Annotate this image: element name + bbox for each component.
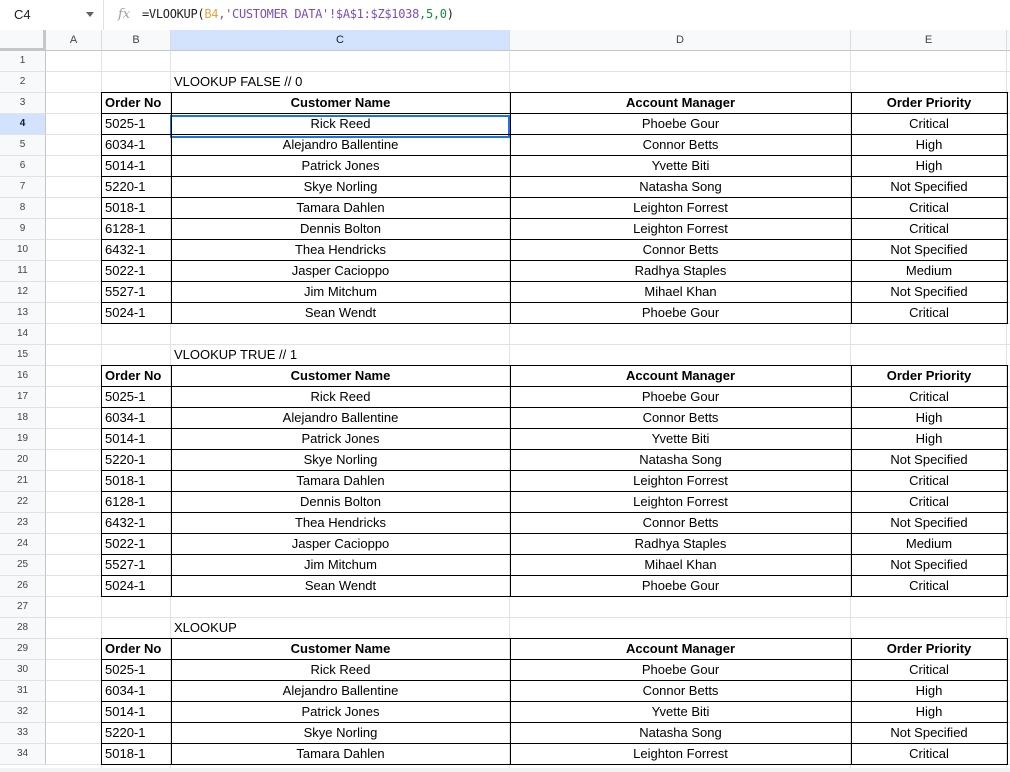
table-header-manager[interactable]: Account Manager (625, 368, 736, 383)
row-header-3[interactable]: 3 (0, 93, 46, 114)
table-cell[interactable]: 5025-1 (105, 389, 146, 404)
table-cell[interactable]: 5014-1 (105, 431, 146, 446)
table-cell[interactable]: Not Specified (890, 242, 968, 257)
row-header-29[interactable]: 29 (0, 639, 46, 660)
formula-input[interactable] (142, 7, 454, 21)
row-header-4[interactable]: 4 (0, 114, 46, 135)
table-header-priority[interactable]: Order Priority (886, 95, 972, 110)
table-row (102, 744, 1008, 765)
table-cell[interactable]: Phoebe Gour (641, 578, 720, 593)
table-cell[interactable]: Rick Reed (310, 662, 371, 677)
column-header-d[interactable]: D (510, 30, 851, 51)
table-cell[interactable]: 6128-1 (105, 221, 146, 236)
table-row (102, 660, 1008, 681)
data-table-border (101, 365, 1008, 597)
table-row (102, 303, 1008, 324)
table-row (102, 723, 1008, 744)
table-row (102, 282, 1008, 303)
row-header-10[interactable]: 10 (0, 240, 46, 261)
row-header-13[interactable]: 13 (0, 303, 46, 324)
table-cell[interactable]: Natasha Song (639, 452, 722, 467)
function-icon: fx (118, 7, 131, 22)
row-header-24[interactable]: 24 (0, 534, 46, 555)
horizontal-scrollbar[interactable] (0, 768, 1010, 772)
row-header-14[interactable]: 14 (0, 324, 46, 345)
table-cell[interactable]: Dennis Bolton (300, 494, 381, 509)
table-cell[interactable]: Critical (909, 389, 949, 404)
table-cell[interactable]: 5527-1 (105, 557, 146, 572)
table-cell[interactable]: Not Specified (890, 557, 968, 572)
sheet-row (46, 597, 1010, 618)
formula-bar (0, 0, 1010, 31)
table-col-line (171, 639, 172, 765)
formula-lookup-ref: B4 (204, 7, 219, 21)
table-cell[interactable]: Skye Norling (303, 179, 378, 194)
table-row (102, 261, 1008, 282)
table-col-line (510, 366, 511, 597)
row-header-16[interactable]: 16 (0, 366, 46, 387)
table-cell[interactable]: Thea Hendricks (294, 242, 387, 257)
table-row (102, 93, 1008, 114)
table-cell[interactable]: High (915, 410, 943, 425)
sheet-row (46, 618, 1010, 639)
table-row (102, 639, 1008, 660)
table-cell[interactable]: 5024-1 (105, 578, 146, 593)
table-cell[interactable]: Mihael Khan (644, 284, 717, 299)
table-cell[interactable]: Critical (909, 662, 949, 677)
table-cell[interactable]: Leighton Forrest (633, 221, 728, 236)
table-cell[interactable]: Leighton Forrest (633, 200, 728, 215)
section-title[interactable]: VLOOKUP FALSE // 0 (174, 74, 303, 89)
section-title[interactable]: VLOOKUP TRUE // 1 (174, 347, 298, 362)
row-header-31[interactable]: 31 (0, 681, 46, 702)
row-header-25[interactable]: 25 (0, 555, 46, 576)
cell-reference: C4 (14, 7, 31, 22)
table-cell[interactable]: Critical (909, 578, 949, 593)
table-col-line (510, 93, 511, 324)
table-cell[interactable]: Not Specified (890, 515, 968, 530)
table-row (102, 156, 1008, 177)
table-header-customer[interactable]: Customer Name (290, 95, 391, 110)
table-cell[interactable]: Natasha Song (639, 725, 722, 740)
table-cell[interactable]: High (915, 158, 943, 173)
table-row (102, 681, 1008, 702)
table-cell[interactable]: Connor Betts (642, 410, 719, 425)
table-cell[interactable]: Phoebe Gour (641, 305, 720, 320)
row-header-22[interactable]: 22 (0, 492, 46, 513)
table-cell[interactable]: Medium (905, 536, 953, 551)
table-col-line (1007, 366, 1008, 597)
row-header-20[interactable]: 20 (0, 450, 46, 471)
row-header-15[interactable]: 15 (0, 345, 46, 366)
data-table-border (101, 92, 1008, 324)
table-row (102, 219, 1008, 240)
table-cell[interactable]: Not Specified (890, 284, 968, 299)
row-header-19[interactable]: 19 (0, 429, 46, 450)
table-header-manager[interactable]: Account Manager (625, 95, 736, 110)
table-cell[interactable]: High (915, 704, 943, 719)
table-cell[interactable]: Alejandro Ballentine (282, 410, 399, 425)
table-cell[interactable]: Alejandro Ballentine (282, 683, 399, 698)
table-header-order-no[interactable]: Order No (105, 95, 162, 110)
row-header-5[interactable]: 5 (0, 135, 46, 156)
table-col-line (171, 93, 172, 324)
table-header-priority[interactable]: Order Priority (886, 641, 972, 656)
table-cell[interactable]: Connor Betts (642, 137, 719, 152)
table-col-line (851, 93, 852, 324)
table-cell[interactable]: Rick Reed (310, 389, 371, 404)
row-header-26[interactable]: 26 (0, 576, 46, 597)
name-box[interactable] (0, 0, 104, 30)
table-cell[interactable]: 5014-1 (105, 704, 146, 719)
table-header-order-no[interactable]: Order No (105, 368, 162, 383)
table-col-line (851, 639, 852, 765)
table-cell[interactable]: 6034-1 (105, 683, 146, 698)
table-row (102, 177, 1008, 198)
table-cell[interactable]: Critical (909, 221, 949, 236)
table-cell[interactable]: Yvette Biti (651, 704, 710, 719)
table-cell[interactable]: Jasper Cacioppo (291, 536, 390, 551)
table-cell[interactable]: Tamara Dahlen (296, 746, 385, 761)
table-cell[interactable]: High (915, 431, 943, 446)
table-cell[interactable]: 6432-1 (105, 242, 146, 257)
table-cell[interactable]: Jim Mitchum (304, 557, 377, 572)
row-header-21[interactable]: 21 (0, 471, 46, 492)
row-header-23[interactable]: 23 (0, 513, 46, 534)
row-header-27[interactable]: 27 (0, 597, 46, 618)
sheet-row (46, 345, 1010, 366)
row-header-12[interactable]: 12 (0, 282, 46, 303)
table-cell[interactable]: 5018-1 (105, 746, 146, 761)
table-col-line (510, 639, 511, 765)
table-header-customer[interactable]: Customer Name (290, 368, 391, 383)
row-header-7[interactable]: 7 (0, 177, 46, 198)
table-cell[interactable]: 5220-1 (105, 179, 146, 194)
table-row (102, 114, 1008, 135)
table-cell[interactable]: Sean Wendt (304, 305, 377, 320)
table-cell[interactable]: Connor Betts (642, 683, 719, 698)
table-cell[interactable]: Not Specified (890, 179, 968, 194)
table-cell[interactable]: Leighton Forrest (633, 473, 728, 488)
table-cell[interactable]: Alejandro Ballentine (282, 137, 399, 152)
table-cell[interactable]: Patrick Jones (301, 431, 380, 446)
table-cell[interactable]: Radhya Staples (634, 536, 727, 551)
sheet-row (46, 324, 1010, 345)
table-row (102, 576, 1008, 597)
table-cell[interactable]: 5022-1 (105, 536, 146, 551)
table-cell[interactable]: Critical (909, 473, 949, 488)
table-row (102, 198, 1008, 219)
table-row (102, 450, 1008, 471)
table-cell[interactable]: 5025-1 (105, 662, 146, 677)
table-col-line (1007, 93, 1008, 324)
table-cell[interactable]: Thea Hendricks (294, 515, 387, 530)
table-cell[interactable]: 5220-1 (105, 725, 146, 740)
table-cell[interactable]: Skye Norling (303, 452, 378, 467)
table-cell[interactable]: 5220-1 (105, 452, 146, 467)
table-cell[interactable]: Jasper Cacioppo (291, 263, 390, 278)
table-cell[interactable]: High (915, 683, 943, 698)
column-header-e[interactable]: E (851, 30, 1007, 51)
table-col-line (851, 366, 852, 597)
row-header-30[interactable]: 30 (0, 660, 46, 681)
column-header-c[interactable]: C (171, 30, 510, 51)
table-cell[interactable]: Critical (909, 116, 949, 131)
table-cell[interactable]: Critical (909, 746, 949, 761)
table-cell[interactable]: Connor Betts (642, 242, 719, 257)
row-headers (0, 51, 46, 765)
table-cell[interactable]: Patrick Jones (301, 158, 380, 173)
formula-function: =VLOOKUP( (142, 7, 205, 21)
table-cell[interactable]: Dennis Bolton (300, 221, 381, 236)
table-row (102, 534, 1008, 555)
formula-range: ,'CUSTOMER DATA'!$A$1:$Z$1038 (218, 7, 420, 21)
table-row (102, 513, 1008, 534)
table-row (102, 702, 1008, 723)
table-cell[interactable]: High (915, 137, 943, 152)
table-cell[interactable]: 5018-1 (105, 473, 146, 488)
table-cell[interactable]: Leighton Forrest (633, 746, 728, 761)
table-cell[interactable]: Yvette Biti (651, 158, 710, 173)
table-cell[interactable]: Critical (909, 305, 949, 320)
table-cell[interactable]: 5527-1 (105, 284, 146, 299)
table-col-line (1007, 639, 1008, 765)
table-cell[interactable]: Phoebe Gour (641, 389, 720, 404)
table-cell[interactable]: Rick Reed (310, 116, 371, 131)
table-cell[interactable]: Mihael Khan (644, 557, 717, 572)
table-row (102, 135, 1008, 156)
table-cell[interactable]: 5022-1 (105, 263, 146, 278)
table-header-order-no[interactable]: Order No (105, 641, 162, 656)
table-row (102, 555, 1008, 576)
table-cell[interactable]: Natasha Song (639, 179, 722, 194)
row-header-32[interactable]: 32 (0, 702, 46, 723)
table-header-customer[interactable]: Customer Name (290, 641, 391, 656)
row-header-28[interactable]: 28 (0, 618, 46, 639)
table-cell[interactable]: Leighton Forrest (633, 494, 728, 509)
table-cell[interactable]: Critical (909, 200, 949, 215)
table-cell[interactable]: 5025-1 (105, 116, 146, 131)
table-cell[interactable]: 5014-1 (105, 158, 146, 173)
table-row (102, 366, 1008, 387)
row-header-17[interactable]: 17 (0, 387, 46, 408)
table-col-line (171, 366, 172, 597)
table-cell[interactable]: Not Specified (890, 725, 968, 740)
table-cell[interactable]: Radhya Staples (634, 263, 727, 278)
row-header-18[interactable]: 18 (0, 408, 46, 429)
table-cell[interactable]: Phoebe Gour (641, 662, 720, 677)
table-row (102, 408, 1008, 429)
table-row (102, 240, 1008, 261)
row-header-33[interactable]: 33 (0, 723, 46, 744)
table-cell[interactable]: Yvette Biti (651, 431, 710, 446)
table-cell[interactable]: Jim Mitchum (304, 284, 377, 299)
table-cell[interactable]: 5024-1 (105, 305, 146, 320)
table-cell[interactable]: Patrick Jones (301, 704, 380, 719)
sheet-row (46, 72, 1010, 93)
table-cell[interactable]: Tamara Dahlen (296, 473, 385, 488)
table-header-priority[interactable]: Order Priority (886, 368, 972, 383)
column-header-b[interactable]: B (102, 30, 171, 51)
row-header-2[interactable]: 2 (0, 72, 46, 93)
table-cell[interactable]: Sean Wendt (304, 578, 377, 593)
table-cell[interactable]: Tamara Dahlen (296, 200, 385, 215)
table-cell[interactable]: Not Specified (890, 452, 968, 467)
row-header-6[interactable]: 6 (0, 156, 46, 177)
chevron-down-icon[interactable] (86, 12, 94, 17)
row-header-34[interactable]: 34 (0, 744, 46, 765)
row-header-11[interactable]: 11 (0, 261, 46, 282)
formula-args: ,5,0 (419, 7, 447, 21)
sheet-row (46, 51, 1010, 72)
column-header-a[interactable]: A (46, 30, 102, 51)
table-cell[interactable]: 6432-1 (105, 515, 146, 530)
table-cell[interactable]: Connor Betts (642, 515, 719, 530)
table-row (102, 471, 1008, 492)
table-cell[interactable]: Phoebe Gour (641, 116, 720, 131)
table-cell[interactable]: 5018-1 (105, 200, 146, 215)
row-header-1[interactable]: 1 (0, 51, 46, 72)
row-header-8[interactable]: 8 (0, 198, 46, 219)
formula-close: ) (446, 7, 454, 21)
table-cell[interactable]: 6128-1 (105, 494, 146, 509)
table-cell[interactable]: 6034-1 (105, 410, 146, 425)
table-header-manager[interactable]: Account Manager (625, 641, 736, 656)
table-cell[interactable]: Critical (909, 494, 949, 509)
table-row (102, 387, 1008, 408)
table-cell[interactable]: Skye Norling (303, 725, 378, 740)
table-row (102, 492, 1008, 513)
row-header-9[interactable]: 9 (0, 219, 46, 240)
data-table-border (101, 638, 1008, 765)
table-row (102, 429, 1008, 450)
section-title[interactable]: XLOOKUP (174, 620, 237, 635)
select-all-corner[interactable] (0, 30, 46, 51)
table-cell[interactable]: 6034-1 (105, 137, 146, 152)
table-cell[interactable]: Medium (905, 263, 953, 278)
